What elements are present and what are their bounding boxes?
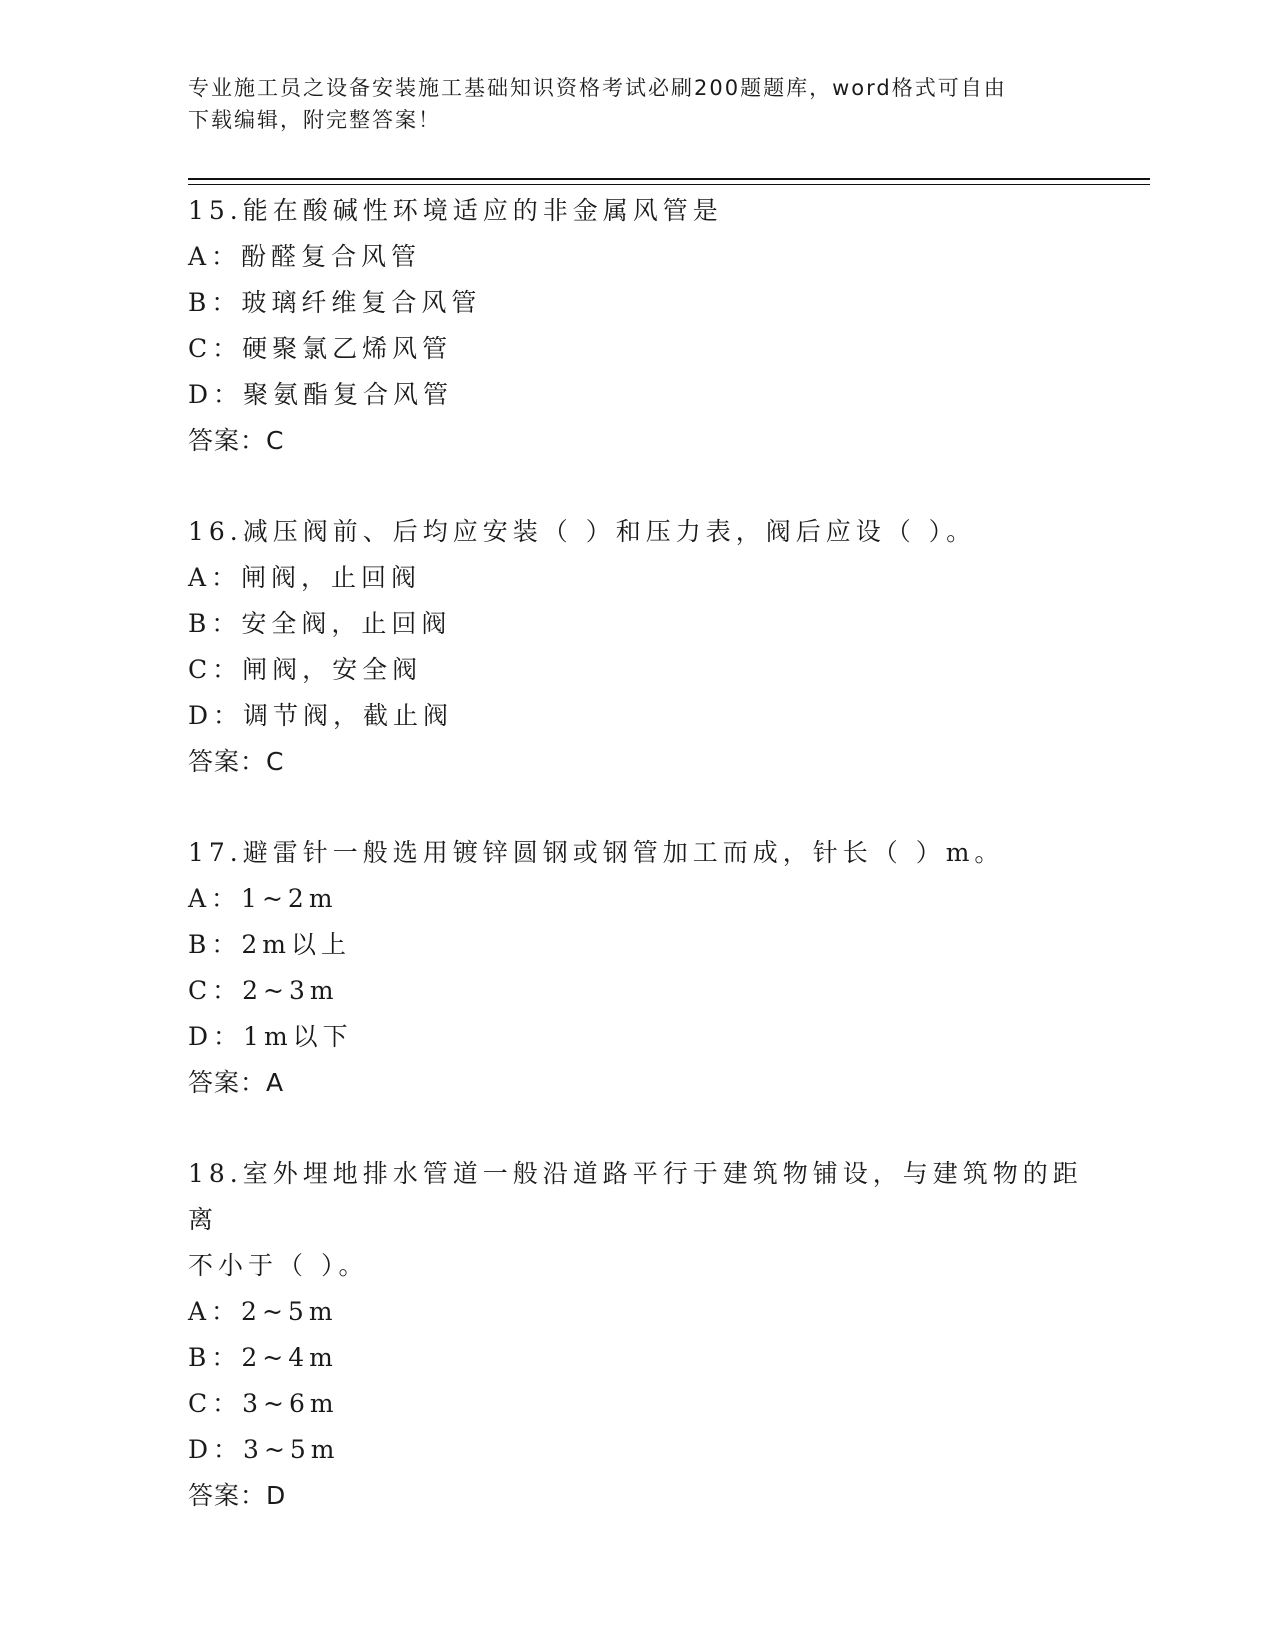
option-c: C：硬聚氯乙烯风管 bbox=[188, 334, 453, 363]
option-d: D：聚氨酯复合风管 bbox=[188, 380, 454, 409]
option-b: B：玻璃纤维复合风管 bbox=[188, 288, 482, 317]
question-16 bbox=[188, 509, 1088, 785]
question-text-line-2: 不小于（ ）。 bbox=[188, 1251, 369, 1280]
question-18 bbox=[188, 1151, 1088, 1519]
option-a: A：酚醛复合风管 bbox=[188, 242, 422, 271]
answer: 答案：A bbox=[188, 1068, 285, 1097]
question-15 bbox=[188, 188, 1088, 464]
answer: 答案：C bbox=[188, 747, 285, 776]
option-b: B：2m以上 bbox=[188, 930, 351, 959]
question-text: 17.避雷针一般选用镀锌圆钢或钢管加工而成，针长（ ）m。 bbox=[188, 838, 1005, 867]
option-c: C：3~6m bbox=[188, 1389, 339, 1418]
header-divider-thick bbox=[188, 178, 1150, 180]
option-b: B：安全阀，止回阀 bbox=[188, 609, 452, 638]
option-d: D：3~5m bbox=[188, 1435, 340, 1464]
option-a: A：1~2m bbox=[188, 884, 338, 913]
question-text: 15.能在酸碱性环境适应的非金属风管是 bbox=[188, 196, 723, 225]
header-title-line-1: 专业施工员之设备安装施工基础知识资格考试必刷200题题库，word格式可自由 bbox=[188, 76, 1007, 100]
question-17 bbox=[188, 830, 1088, 1106]
question-list bbox=[188, 188, 1088, 1564]
header-title-line-2: 下载编辑，附完整答案！ bbox=[188, 108, 441, 132]
question-text-line-1: 18.室外埋地排水管道一般沿道路平行于建筑物铺设，与建筑物的距离 bbox=[188, 1159, 1083, 1234]
header-divider-thin bbox=[188, 184, 1150, 185]
option-b: B：2~4m bbox=[188, 1343, 338, 1372]
answer: 答案：D bbox=[188, 1481, 287, 1510]
option-d: D：1m以下 bbox=[188, 1022, 353, 1051]
option-c: C：闸阀，安全阀 bbox=[188, 655, 423, 684]
option-a: A：闸阀，止回阀 bbox=[188, 563, 422, 592]
option-c: C：2~3m bbox=[188, 976, 339, 1005]
answer: 答案：C bbox=[188, 426, 285, 455]
option-a: A：2~5m bbox=[188, 1297, 338, 1326]
document-header bbox=[188, 72, 1088, 136]
option-d: D：调节阀，截止阀 bbox=[188, 701, 454, 730]
question-text: 16.减压阀前、后均应安装（ ）和压力表，阀后应设（ ）。 bbox=[188, 517, 977, 546]
